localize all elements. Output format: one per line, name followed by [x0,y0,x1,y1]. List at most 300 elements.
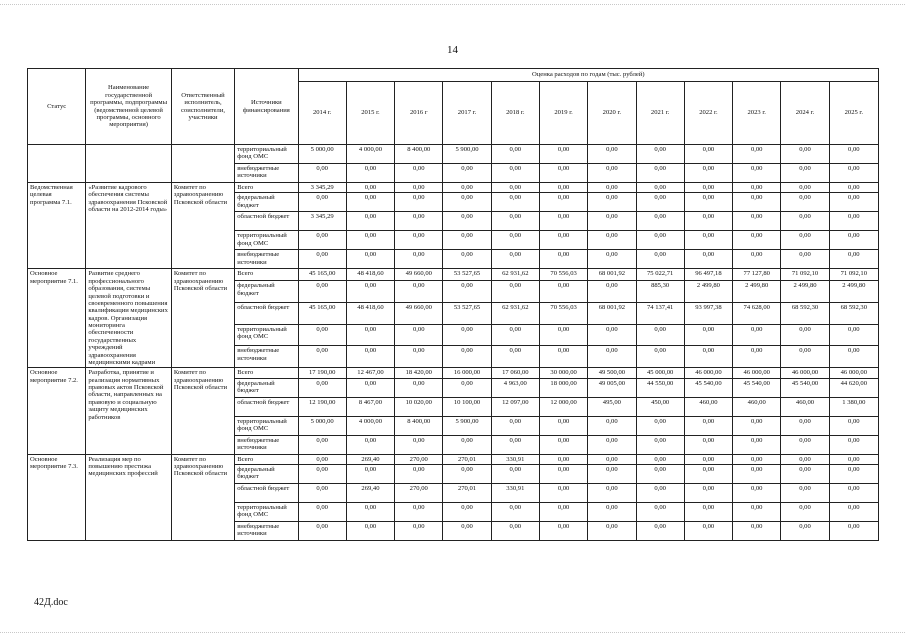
funding-source: Всего [235,269,298,281]
amount-cell: 0,00 [733,435,781,454]
amount-cell: 0,00 [684,465,732,484]
amount-cell: 0,00 [829,324,878,346]
amount-cell: 0,00 [298,164,346,183]
funding-source: территориальный фонд ОМС [235,416,298,435]
amount-cell: 0,00 [539,454,587,464]
amount-cell: 46 000,00 [781,368,829,378]
funding-source: Всего [235,368,298,378]
amount-cell: 0,00 [636,522,684,541]
funding-source: внебюджетные источники [235,522,298,541]
amount-cell: 0,00 [395,465,443,484]
amount-cell: 0,00 [829,164,878,183]
amount-cell: 0,00 [588,324,636,346]
header-year: 2022 г. [684,82,732,145]
amount-cell: 12 097,00 [491,397,539,416]
amount-cell: 53 527,65 [443,302,491,324]
amount-cell: 17 190,00 [298,368,346,378]
amount-cell: 0,00 [636,164,684,183]
amount-cell: 0,00 [636,454,684,464]
header-year: 2021 г. [636,82,684,145]
amount-cell: 0,00 [539,503,587,522]
amount-cell: 49 005,00 [588,378,636,397]
amount-cell: 0,00 [829,435,878,454]
amount-cell: 0,00 [829,145,878,164]
amount-cell: 0,00 [491,145,539,164]
amount-cell: 0,00 [395,503,443,522]
block-name: Реализация мер по повышению престижа медицинских профессий [86,454,172,540]
amount-cell: 62 931,62 [491,269,539,281]
amount-cell: 0,00 [298,435,346,454]
amount-cell: 0,00 [539,145,587,164]
amount-cell: 0,00 [539,324,587,346]
amount-cell: 18 420,00 [395,368,443,378]
amount-cell: 0,00 [636,324,684,346]
table-body [28,145,879,541]
amount-cell: 0,00 [781,346,829,368]
amount-cell: 77 127,80 [733,269,781,281]
block-executor: Комитет по здравоохранению Псковской области [171,269,234,368]
amount-cell: 46 000,00 [829,368,878,378]
amount-cell: 0,00 [395,212,443,231]
amount-cell: 0,00 [346,346,394,368]
amount-cell: 0,00 [395,193,443,212]
amount-cell: 0,00 [829,212,878,231]
amount-cell: 0,00 [443,281,491,303]
amount-cell: 0,00 [733,183,781,193]
amount-cell: 0,00 [539,435,587,454]
amount-cell: 2 499,80 [733,281,781,303]
amount-cell: 0,00 [443,250,491,269]
amount-cell: 0,00 [346,193,394,212]
amount-cell: 0,00 [539,231,587,250]
funding-source: федеральный бюджет [235,193,298,212]
funding-source: областной бюджет [235,302,298,324]
amount-cell: 0,00 [588,416,636,435]
header-status: Статус [28,69,86,145]
page-number: 14 [447,44,458,56]
amount-cell: 0,00 [588,522,636,541]
amount-cell: 3 345,29 [298,212,346,231]
amount-cell: 0,00 [539,484,587,503]
carry-name [86,145,172,183]
amount-cell: 5 000,00 [298,416,346,435]
amount-cell: 48 418,60 [346,269,394,281]
amount-cell: 2 499,80 [781,281,829,303]
block-executor: Комитет по здравоохранению Псковской области [171,454,234,540]
amount-cell: 0,00 [588,484,636,503]
amount-cell: 0,00 [298,465,346,484]
amount-cell: 0,00 [684,503,732,522]
amount-cell: 0,00 [781,465,829,484]
block-name: Разработка, принятие и реализация нормативных правовых актов Псковской области, направленных на правовую и социальную защиту медицинских работников [86,368,172,454]
amount-cell: 0,00 [346,435,394,454]
amount-cell: 269,40 [346,454,394,464]
funding-source: федеральный бюджет [235,465,298,484]
amount-cell: 0,00 [733,324,781,346]
funding-source: областной бюджет [235,212,298,231]
amount-cell: 0,00 [684,145,732,164]
amount-cell: 0,00 [443,183,491,193]
amount-cell: 0,00 [491,250,539,269]
header-year: 2016 г [395,82,443,145]
amount-cell: 0,00 [781,416,829,435]
amount-cell: 0,00 [588,164,636,183]
amount-cell: 0,00 [733,503,781,522]
amount-cell: 0,00 [491,522,539,541]
amount-cell: 93 997,38 [684,302,732,324]
amount-cell: 0,00 [539,212,587,231]
amount-cell: 270,00 [395,484,443,503]
header-source: Источники финансирования [235,69,298,145]
amount-cell: 460,00 [733,397,781,416]
funding-source: территориальный фонд ОМС [235,231,298,250]
amount-cell: 0,00 [443,346,491,368]
amount-cell: 16 000,00 [443,368,491,378]
block-executor: Комитет по здравоохранению Псковской области [171,183,234,269]
table-row [28,454,879,464]
amount-cell: 8 467,00 [346,397,394,416]
amount-cell: 0,00 [684,435,732,454]
header-year: 2024 г. [781,82,829,145]
amount-cell: 0,00 [829,522,878,541]
amount-cell: 8 400,00 [395,145,443,164]
amount-cell: 0,00 [395,250,443,269]
amount-cell: 44 550,00 [636,378,684,397]
header-executor: Ответственный исполнитель, соисполнители, участники [171,69,234,145]
funding-source: Всего [235,183,298,193]
amount-cell: 0,00 [781,522,829,541]
table-row [28,269,879,281]
amount-cell: 10 100,00 [443,397,491,416]
amount-cell: 45 000,00 [636,368,684,378]
amount-cell: 0,00 [636,484,684,503]
amount-cell: 0,00 [781,435,829,454]
amount-cell: 5 900,00 [443,145,491,164]
amount-cell: 0,00 [733,454,781,464]
block-name: Развитие среднего профессионального образования, системы целевой подготовки и своевременного повышения квалификации медицинских кадров. Организация мониторинга обеспеченности государственных учреждений здравоохранения медицинскими кадрами [86,269,172,368]
amount-cell: 0,00 [491,193,539,212]
amount-cell: 0,00 [588,231,636,250]
header-year: 2020 г. [588,82,636,145]
amount-cell: 0,00 [539,465,587,484]
amount-cell: 0,00 [781,231,829,250]
amount-cell: 0,00 [733,416,781,435]
header-year: 2019 г. [539,82,587,145]
amount-cell: 0,00 [395,346,443,368]
amount-cell: 0,00 [781,212,829,231]
amount-cell: 46 000,00 [733,368,781,378]
amount-cell: 30 000,00 [539,368,587,378]
amount-cell: 0,00 [443,465,491,484]
amount-cell: 0,00 [491,281,539,303]
footer-file-name: 42Д.doc [34,597,68,608]
amount-cell: 0,00 [491,465,539,484]
carry-executor [171,145,234,183]
amount-cell: 0,00 [588,250,636,269]
amount-cell: 0,00 [781,484,829,503]
funding-source: внебюджетные источники [235,250,298,269]
amount-cell: 0,00 [781,145,829,164]
budget-table [27,68,879,541]
amount-cell: 0,00 [491,435,539,454]
funding-source: территориальный фонд ОМС [235,324,298,346]
block-name: «Развитие кадрового обеспечения системы здравоохранения Псковской области на 2012-2014 годы» [86,183,172,269]
funding-source: территориальный фонд ОМС [235,145,298,164]
amount-cell: 0,00 [684,484,732,503]
amount-cell: 0,00 [395,378,443,397]
amount-cell: 0,00 [829,250,878,269]
block-status: Основное мероприятие 7.1. [28,269,86,368]
amount-cell: 49 660,00 [395,269,443,281]
amount-cell: 74 628,00 [733,302,781,324]
amount-cell: 49 500,00 [588,368,636,378]
amount-cell: 0,00 [395,281,443,303]
amount-cell: 0,00 [539,281,587,303]
amount-cell: 71 092,10 [781,269,829,281]
table-row [28,183,879,193]
amount-cell: 46 000,00 [684,368,732,378]
amount-cell: 45 540,00 [781,378,829,397]
amount-cell: 45 540,00 [733,378,781,397]
amount-cell: 0,00 [636,465,684,484]
amount-cell: 0,00 [588,281,636,303]
amount-cell: 0,00 [781,193,829,212]
funding-source: внебюджетные источники [235,164,298,183]
amount-cell: 68 592,30 [781,302,829,324]
table-row [28,145,879,164]
amount-cell: 0,00 [781,164,829,183]
amount-cell: 0,00 [346,281,394,303]
amount-cell: 0,00 [298,231,346,250]
amount-cell: 0,00 [346,212,394,231]
amount-cell: 1 380,00 [829,397,878,416]
amount-cell: 0,00 [346,503,394,522]
amount-cell: 0,00 [588,346,636,368]
amount-cell: 270,00 [395,454,443,464]
amount-cell: 0,00 [298,324,346,346]
amount-cell: 74 137,41 [636,302,684,324]
block-status: Основное мероприятие 7.2. [28,368,86,454]
amount-cell: 71 092,10 [829,269,878,281]
funding-source: Всего [235,454,298,464]
amount-cell: 0,00 [733,212,781,231]
amount-cell: 68 001,92 [588,269,636,281]
amount-cell: 0,00 [781,454,829,464]
amount-cell: 70 556,03 [539,302,587,324]
amount-cell: 0,00 [491,324,539,346]
amount-cell: 0,00 [395,435,443,454]
amount-cell: 0,00 [684,454,732,464]
block-status: Ведомственная целевая программа 7.1. [28,183,86,269]
amount-cell: 0,00 [298,193,346,212]
amount-cell: 18 000,00 [539,378,587,397]
funding-source: внебюджетные источники [235,346,298,368]
amount-cell: 0,00 [298,522,346,541]
amount-cell: 330,91 [491,454,539,464]
scan-edge-top [0,4,905,6]
amount-cell: 0,00 [684,193,732,212]
amount-cell: 4 000,00 [346,145,394,164]
header-year: 2014 г. [298,82,346,145]
amount-cell: 49 660,00 [395,302,443,324]
amount-cell: 0,00 [346,164,394,183]
funding-source: областной бюджет [235,397,298,416]
amount-cell: 0,00 [491,164,539,183]
amount-cell: 0,00 [733,193,781,212]
header-year: 2023 г. [733,82,781,145]
amount-cell: 0,00 [733,145,781,164]
funding-source: территориальный фонд ОМС [235,503,298,522]
amount-cell: 0,00 [781,183,829,193]
amount-cell: 0,00 [443,231,491,250]
amount-cell: 0,00 [539,416,587,435]
amount-cell: 0,00 [395,324,443,346]
amount-cell: 62 931,62 [491,302,539,324]
amount-cell: 12 000,00 [539,397,587,416]
amount-cell: 0,00 [829,346,878,368]
amount-cell: 0,00 [636,183,684,193]
amount-cell: 0,00 [829,193,878,212]
amount-cell: 0,00 [588,193,636,212]
amount-cell: 96 497,18 [684,269,732,281]
amount-cell: 0,00 [733,465,781,484]
amount-cell: 0,00 [539,522,587,541]
amount-cell: 0,00 [684,231,732,250]
amount-cell: 0,00 [636,435,684,454]
amount-cell: 0,00 [733,231,781,250]
amount-cell: 0,00 [636,231,684,250]
amount-cell: 0,00 [829,503,878,522]
amount-cell: 0,00 [395,183,443,193]
amount-cell: 0,00 [684,416,732,435]
amount-cell: 0,00 [539,164,587,183]
amount-cell: 8 400,00 [395,416,443,435]
amount-cell: 0,00 [346,522,394,541]
block-status: Основное мероприятие 7.3. [28,454,86,540]
amount-cell: 0,00 [829,454,878,464]
amount-cell: 0,00 [395,164,443,183]
amount-cell: 0,00 [346,324,394,346]
header-year: 2017 г. [443,82,491,145]
amount-cell: 0,00 [588,145,636,164]
scan-edge-bottom [0,632,905,634]
header-estimate: Оценка расходов по годам (тыс. рублей) [298,69,878,82]
amount-cell: 0,00 [588,212,636,231]
amount-cell: 12 467,00 [346,368,394,378]
amount-cell: 0,00 [684,183,732,193]
amount-cell: 0,00 [539,183,587,193]
amount-cell: 0,00 [298,503,346,522]
amount-cell: 17 060,00 [491,368,539,378]
funding-source: областной бюджет [235,484,298,503]
amount-cell: 0,00 [443,193,491,212]
amount-cell: 0,00 [298,346,346,368]
block-executor: Комитет по здравоохранению Псковской области [171,368,234,454]
amount-cell: 48 418,60 [346,302,394,324]
amount-cell: 0,00 [588,435,636,454]
amount-cell: 0,00 [781,503,829,522]
amount-cell: 0,00 [781,324,829,346]
amount-cell: 460,00 [684,397,732,416]
amount-cell: 0,00 [539,346,587,368]
amount-cell: 0,00 [684,346,732,368]
amount-cell: 5 900,00 [443,416,491,435]
amount-cell: 0,00 [829,465,878,484]
amount-cell: 0,00 [733,484,781,503]
amount-cell: 460,00 [781,397,829,416]
funding-source: внебюджетные источники [235,435,298,454]
amount-cell: 0,00 [684,250,732,269]
amount-cell: 2 499,80 [684,281,732,303]
amount-cell: 0,00 [636,212,684,231]
amount-cell: 0,00 [443,164,491,183]
amount-cell: 0,00 [636,250,684,269]
amount-cell: 0,00 [443,212,491,231]
header-name: Наименование государственной программы, подпрограммы (ведомственной целевой программы, основного мероприятия) [86,69,172,145]
amount-cell: 0,00 [829,484,878,503]
amount-cell: 0,00 [588,454,636,464]
amount-cell: 0,00 [491,503,539,522]
amount-cell: 45 540,00 [684,378,732,397]
amount-cell: 330,91 [491,484,539,503]
amount-cell: 0,00 [684,324,732,346]
amount-cell: 0,00 [539,193,587,212]
amount-cell: 2 499,80 [829,281,878,303]
table-header [28,69,879,145]
amount-cell: 10 020,00 [395,397,443,416]
amount-cell: 495,00 [588,397,636,416]
amount-cell: 0,00 [684,522,732,541]
amount-cell: 0,00 [829,231,878,250]
amount-cell: 0,00 [491,183,539,193]
carry-status [28,145,86,183]
amount-cell: 0,00 [346,250,394,269]
amount-cell: 0,00 [298,484,346,503]
amount-cell: 270,01 [443,484,491,503]
header-year: 2015 г. [346,82,394,145]
amount-cell: 0,00 [684,212,732,231]
amount-cell: 0,00 [636,145,684,164]
amount-cell: 70 556,03 [539,269,587,281]
amount-cell: 4 000,00 [346,416,394,435]
amount-cell: 3 345,29 [298,183,346,193]
amount-cell: 45 165,00 [298,302,346,324]
amount-cell: 0,00 [588,465,636,484]
amount-cell: 0,00 [588,503,636,522]
amount-cell: 0,00 [443,522,491,541]
amount-cell: 0,00 [829,416,878,435]
amount-cell: 0,00 [636,416,684,435]
amount-cell: 269,40 [346,484,394,503]
amount-cell: 0,00 [636,503,684,522]
amount-cell: 0,00 [346,378,394,397]
amount-cell: 0,00 [298,454,346,464]
amount-cell: 0,00 [395,231,443,250]
amount-cell: 5 000,00 [298,145,346,164]
amount-cell: 0,00 [443,378,491,397]
amount-cell: 44 620,00 [829,378,878,397]
amount-cell: 0,00 [443,503,491,522]
amount-cell: 53 527,65 [443,269,491,281]
amount-cell: 0,00 [395,522,443,541]
table-row [28,368,879,378]
funding-source: федеральный бюджет [235,378,298,397]
funding-source: федеральный бюджет [235,281,298,303]
amount-cell: 0,00 [588,183,636,193]
amount-cell: 0,00 [443,435,491,454]
amount-cell: 0,00 [733,250,781,269]
amount-cell: 885,30 [636,281,684,303]
